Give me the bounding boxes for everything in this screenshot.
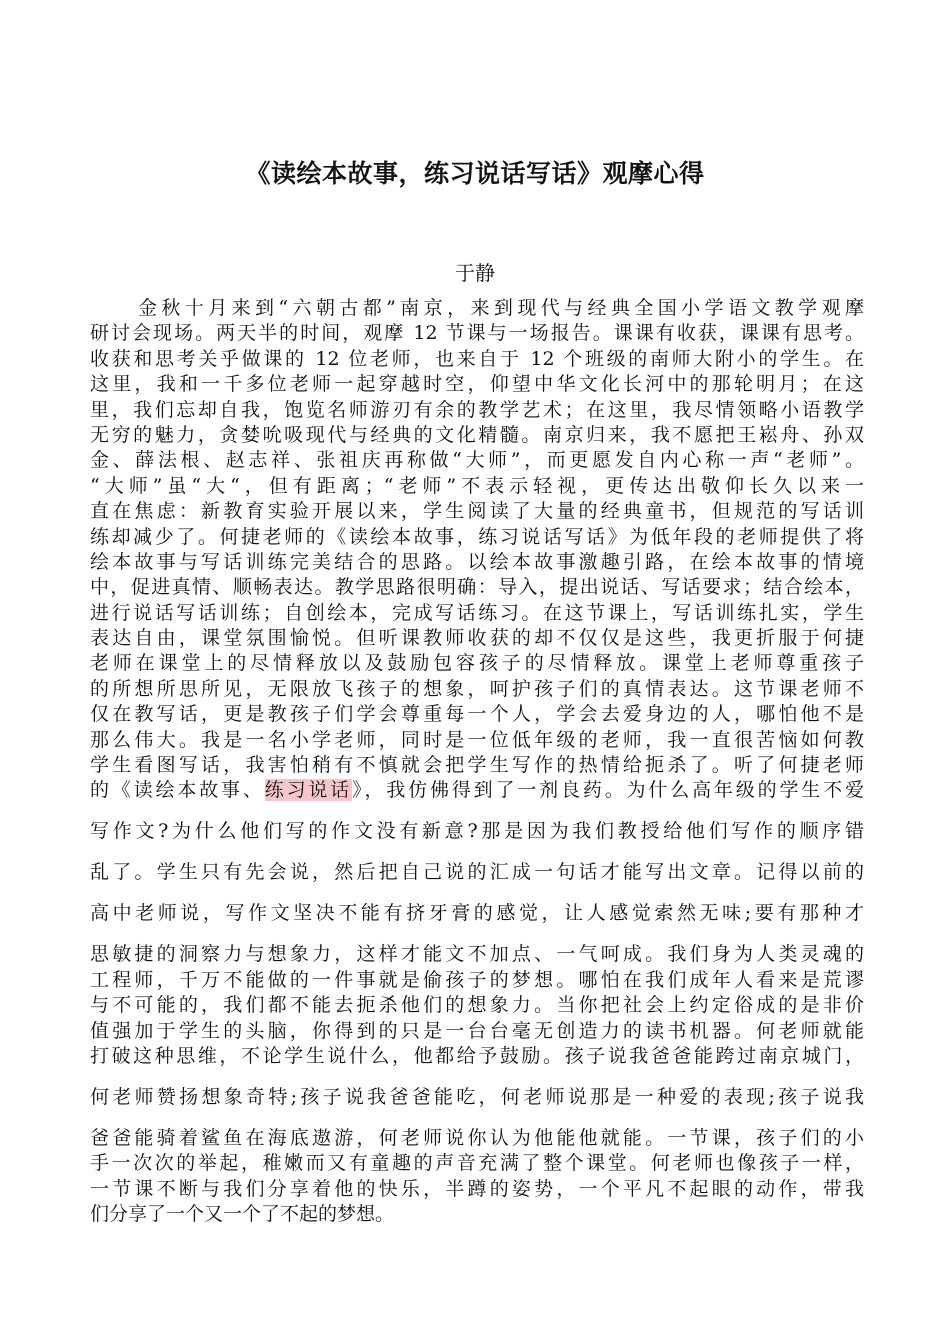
body-line: 绘本故事与写话训练完美结合的思路。以绘本故事激趣引路，在绘本故事的情境: [90, 550, 864, 573]
body-line: 进行说话写话训练；自创绘本，完成写话练习。在这节课上，写话训练扎实，学生: [90, 601, 864, 624]
body-line: 工程师，千万不能做的一件事就是偷孩子的梦想。哪怕在我们成年人看来是荒谬: [90, 968, 864, 991]
body-line: 值强加于学生的头脑，你得到的只是一台台毫无创造力的读书机器。何老师就能: [90, 1019, 864, 1042]
document-title: 《读绘本故事，练习说话写话》观摩心得: [245, 159, 705, 188]
body-line-highlight: [90, 778, 864, 819]
body-line: 直在焦虑：新教育实验开展以来，学生阅读了大量的经典童书，但规范的写话训: [90, 500, 864, 523]
body-line: 学生看图写话，我害怕稍有不慎就会把学生写作的热情给扼杀了。听了何捷老师: [90, 754, 864, 777]
body-line: 何老师赞扬想象奇特;孩子说我爸爸能吃，何老师说那是一种爱的表现;孩子说我: [90, 1085, 864, 1108]
body-line: 收获和思考关乎做课的 12 位老师，也来自于 12 个班级的南师大附小的学生。在: [90, 347, 864, 370]
body-line: 里，我们忘却自我，饱览名师游刃有余的教学艺术；在这里，我尽情领略小语教学: [90, 398, 864, 421]
body-line: 那么伟大。我是一名小学老师，同时是一位低年级的老师，我一直很苦恼如何教: [90, 728, 864, 751]
body-line: 仅在教写话，更是教孩子们学会尊重每一个人，学会去爱身边的人，哪怕他不是: [90, 703, 864, 726]
highlight-before: 的《读绘本故事、: [90, 779, 265, 802]
highlighted-text: 练习说话: [264, 779, 353, 802]
body-line: 与不可能的，我们都不能去扼杀他们的想象力。当你把社会上约定俗成的是非价: [90, 994, 864, 1017]
body-line: 金、薛法根、赵志祥、张祖庆再称做“大师”，而更愿发自内心称一声“老师”。: [90, 449, 864, 472]
body-line: 思敏捷的洞察力与想象力，这样才能文不加点、一气呵成。我们身为人类灵魂的: [90, 943, 864, 966]
body-line: 写作文?为什么他们写的作文没有新意?那是因为我们教授给他们写作的顺序错: [90, 820, 864, 843]
body-line: 练却减少了。何捷老师的《读绘本故事，练习说话写话》为低年段的老师提供了将: [90, 525, 864, 548]
body-line: 高中老师说，写作文坚决不能有挤牙膏的感觉，让人感觉索然无味;要有那种才: [90, 902, 864, 925]
body-line: 手一次次的举起，稚嫩而又有童趣的声音充满了整个课堂。何老师也像孩子一样，: [90, 1152, 864, 1175]
body-line: 老师在课堂上的尽情释放以及鼓励包容孩子的尽情释放。课堂上老师尊重孩子: [90, 652, 864, 675]
body-line: “大师”虽“大“，但有距离；“老师”不表示轻视，更传达出敬仰长久以来一: [90, 474, 864, 497]
body-line: 们分享了一个又一个了不起的梦想。: [90, 1203, 395, 1226]
body-line: 无穷的魅力，贪婪吮吸现代与经典的文化精髓。南京归来，我不愿把王崧舟、孙双: [90, 423, 864, 446]
body-line: 乱了。学生只有先会说，然后把自己说的汇成一句话才能写出文章。记得以前的: [90, 861, 864, 884]
body-line: 表达自由，课堂氛围愉悦。但听课教师收获的却不仅仅是这些，我更折服于何捷: [90, 627, 864, 650]
author-name: 于静: [455, 261, 495, 285]
body-line: 爸爸能骑着鲨鱼在海底遨游，何老师说你认为他能他就能。一节课，孩子们的小: [90, 1126, 864, 1149]
body-line: 一节课不断与我们分享着他的快乐，半蹲的姿势，一个平凡不起眼的动作，带我: [90, 1177, 864, 1200]
body-line: 打破这种思维，不论学生说什么，他都给予鼓励。孩子说我爸爸能跨过南京城门，: [90, 1044, 864, 1067]
body-line: 这里，我和一千多位老师一起穿越时空，仰望中华文化长河中的那轮明月；在这: [90, 373, 864, 396]
body-line: 研讨会现场。两天半的时间，观摩 12 节课与一场报告。课课有收获，课课有思考。: [90, 322, 864, 345]
highlight-after: 》，我仿佛得到了一剂良药。为什么高年级的学生不爱: [352, 779, 864, 802]
body-line: 的所想所思所见，无限放飞孩子的想象，呵护孩子们的真情表达。这节课老师不: [90, 677, 864, 700]
document-body: [90, 296, 864, 1228]
body-line: 中，促进真情、顺畅表达。教学思路很明确：导入，提出说话、写话要求；结合绘本，: [90, 576, 864, 599]
body-line: 金秋十月来到“六朝古都”南京，来到现代与经典全国小学语文教学观摩: [138, 297, 864, 319]
